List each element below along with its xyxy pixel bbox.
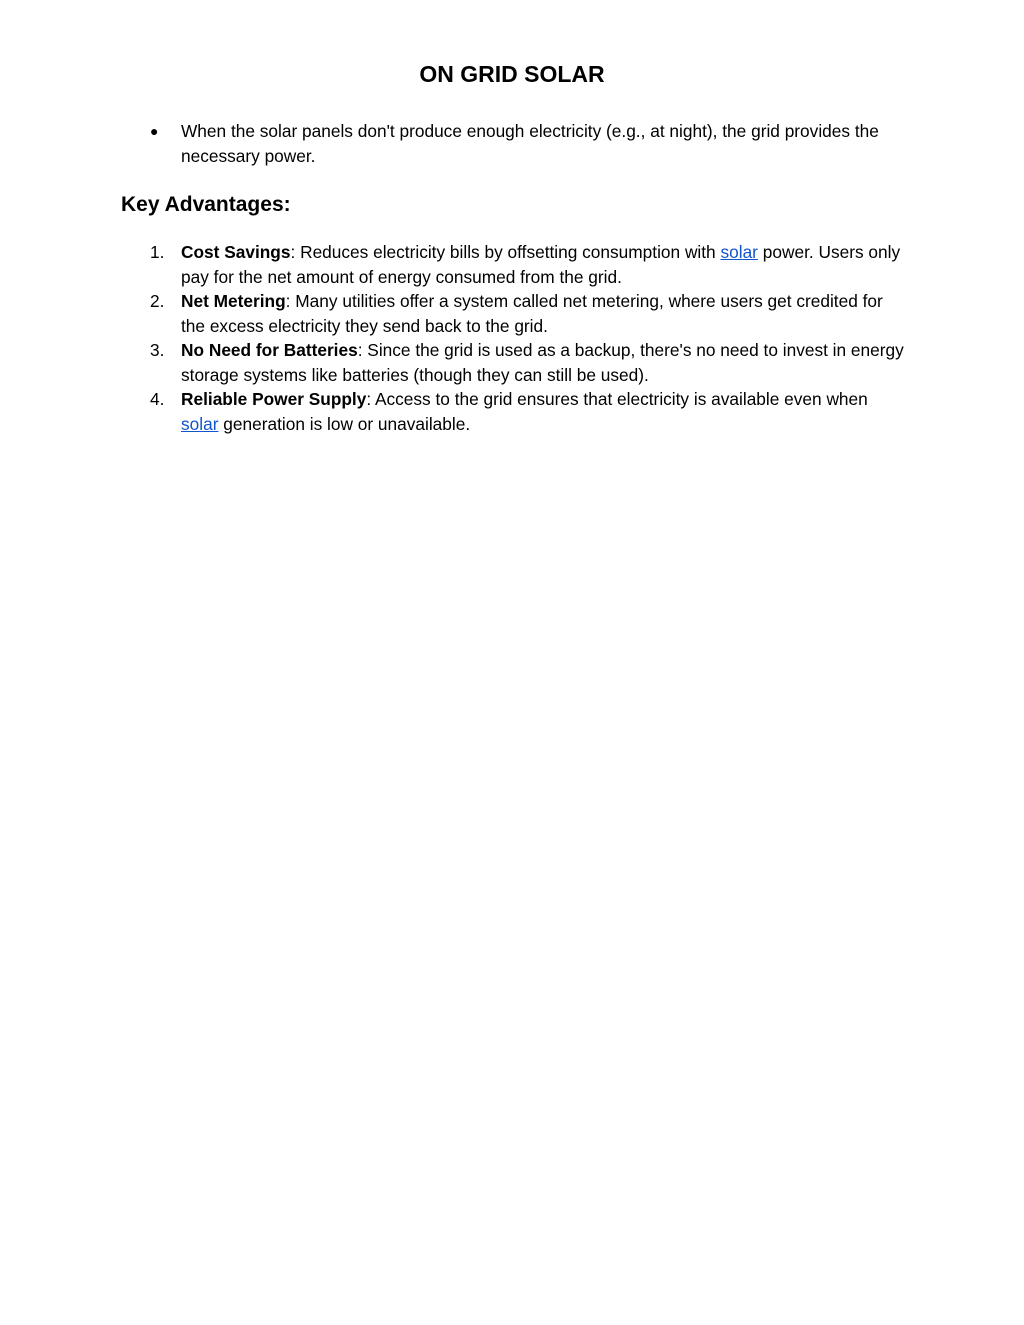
advantage-text: : Many utilities offer a system called net metering, where users get credited for the excess electricity they send back to the grid. [181, 291, 883, 336]
advantage-item-net-metering [150, 289, 910, 338]
advantages-list [150, 240, 910, 436]
list-number: 2. [150, 291, 165, 311]
solar-link[interactable]: solar [720, 242, 758, 262]
list-number: 4. [150, 389, 165, 409]
solar-link[interactable]: solar [181, 413, 219, 434]
advantage-term: Cost Savings [181, 242, 291, 262]
advantage-text: : Reduces electricity bills by offsetting consumption with [290, 242, 721, 262]
advantage-term: No Need for Batteries [181, 340, 358, 360]
advantage-text-continued: power. Users only pay for the net amount of energy consumed from the grid. [181, 242, 901, 287]
advantage-term: Reliable Power Supply [181, 389, 367, 409]
section-heading-key-advantages: Key Advantages: [121, 193, 291, 216]
list-item [150, 119, 910, 168]
advantage-item-no-batteries [150, 338, 910, 387]
advantage-text: : Access to the grid ensures that electricity is available even when [366, 389, 868, 409]
list-number: 3. [150, 340, 165, 360]
advantage-item-cost-savings [150, 240, 910, 289]
intro-bullet-list [150, 119, 910, 168]
advantage-term: Net Metering [181, 291, 286, 311]
bullet-marker: ● [150, 123, 159, 139]
advantage-item-reliable-power [150, 387, 910, 436]
advantage-text-continued: generation is low or unavailable. [218, 413, 471, 434]
bullet-text: When the solar panels don't produce enough electricity (e.g., at night), the grid provides the necessary power. [181, 121, 879, 166]
page-title: ON GRID SOLAR [419, 61, 605, 87]
list-number: 1. [150, 242, 165, 262]
advantage-text: : Since the grid is used as a backup, there's no need to invest in energy storage systems like batteries (though they can still be used). [181, 340, 904, 385]
